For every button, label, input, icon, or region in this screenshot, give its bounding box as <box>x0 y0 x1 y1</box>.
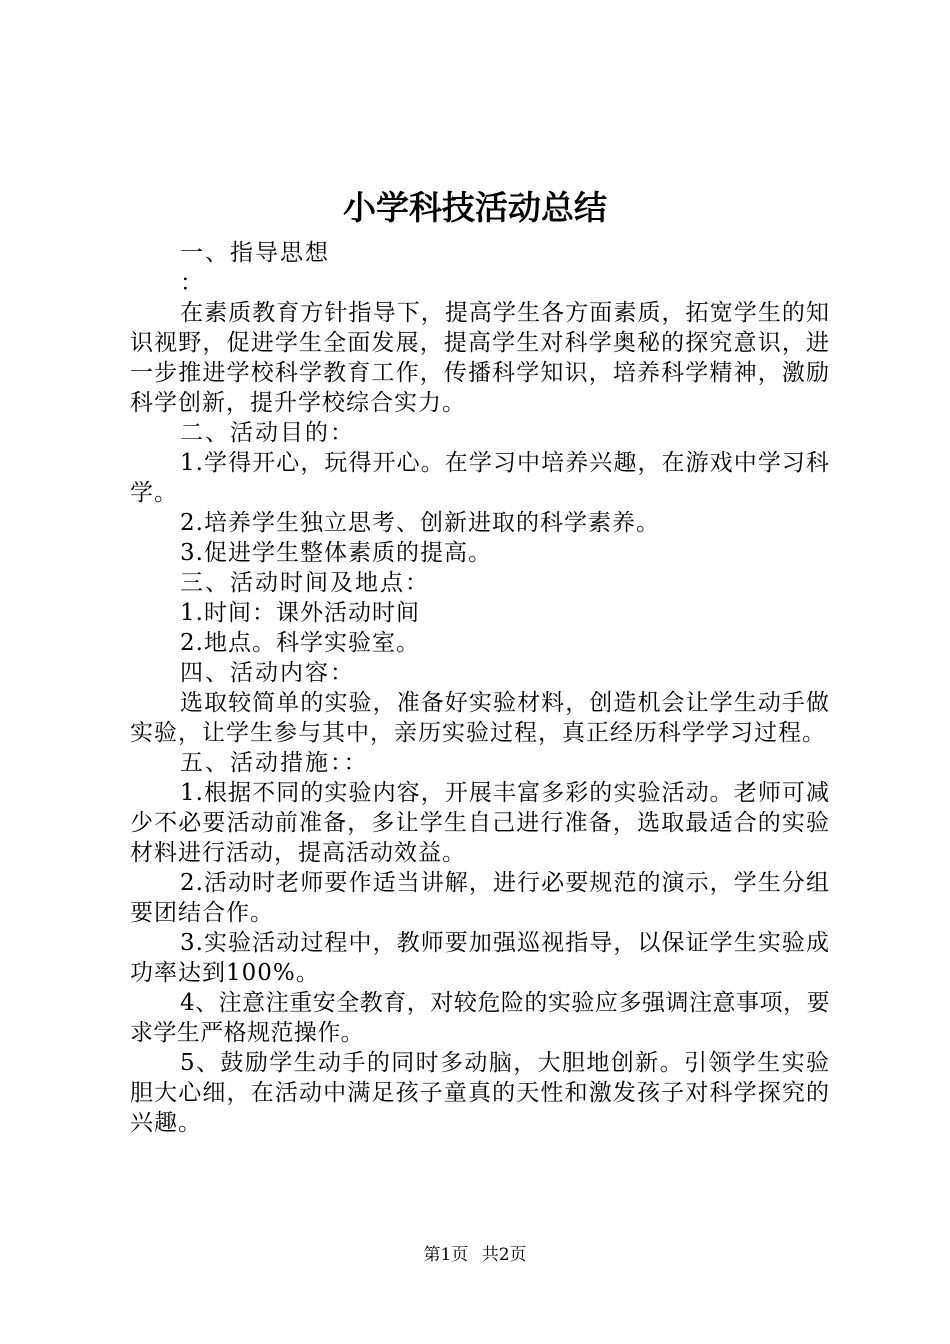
paragraph: ： <box>180 270 204 296</box>
section-heading: 二、活动目的： <box>180 420 355 446</box>
section-heading: 三、活动时间及地点： <box>180 570 430 596</box>
section-heading: 四、活动内容： <box>180 660 355 686</box>
section-heading: 一、指导思想 <box>180 240 330 266</box>
document-body <box>130 238 830 1138</box>
list-item: 1.时间：课外活动时间 <box>180 600 420 626</box>
paragraph: 选取较简单的实验，准备好实验材料，创造机会让学生动手做实验，让学生参与其中，亲历实验过程，真正经历科学学习过程。 <box>130 690 830 746</box>
document-title: 小学科技活动总结 <box>343 188 607 227</box>
list-item: 3.实验活动过程中，教师要加强巡视指导，以保证学生实验成功率达到100%。 <box>130 930 830 986</box>
list-item: 4、注意注重安全教育，对较危险的实验应多强调注意事项，要求学生严格规范操作。 <box>130 990 830 1046</box>
list-item: 2.地点。科学实验室。 <box>180 630 420 656</box>
list-item: 1.学得开心，玩得开心。在学习中培养兴趣，在游戏中学习科学。 <box>130 450 830 506</box>
page-number: 第1页 <box>423 1245 469 1265</box>
list-item: 5、鼓励学生动手的同时多动脑，大胆地创新。引领学生实验胆大心细，在活动中满足孩子童真的天性和激发孩子对科学探究的兴趣。 <box>130 1050 830 1136</box>
list-item: 3.促进学生整体素质的提高。 <box>180 540 492 566</box>
paragraph: 在素质教育方针指导下，提高学生各方面素质，拓宽学生的知识视野，促进学生全面发展，提高学生对科学奥秘的探究意识，进一步推进学校科学教育工作，传播科学知识，培养科学精神，激励科学创新，提升学校综合实力。 <box>130 300 830 416</box>
list-item: 2.培养学生独立思考、创新进取的科学素养。 <box>180 510 660 536</box>
list-item: 1.根据不同的实验内容，开展丰富多彩的实验活动。老师可减少不必要活动前准备，多让学生自己进行准备，选取最适合的实验材料进行活动，提高活动效益。 <box>130 780 830 866</box>
list-item: 2.活动时老师要作适当讲解，进行必要规范的演示，学生分组要团结合作。 <box>130 870 830 926</box>
page-footer <box>0 1244 950 1266</box>
section-heading: 五、活动措施：： <box>180 750 369 776</box>
page-total: 共2页 <box>481 1245 527 1265</box>
